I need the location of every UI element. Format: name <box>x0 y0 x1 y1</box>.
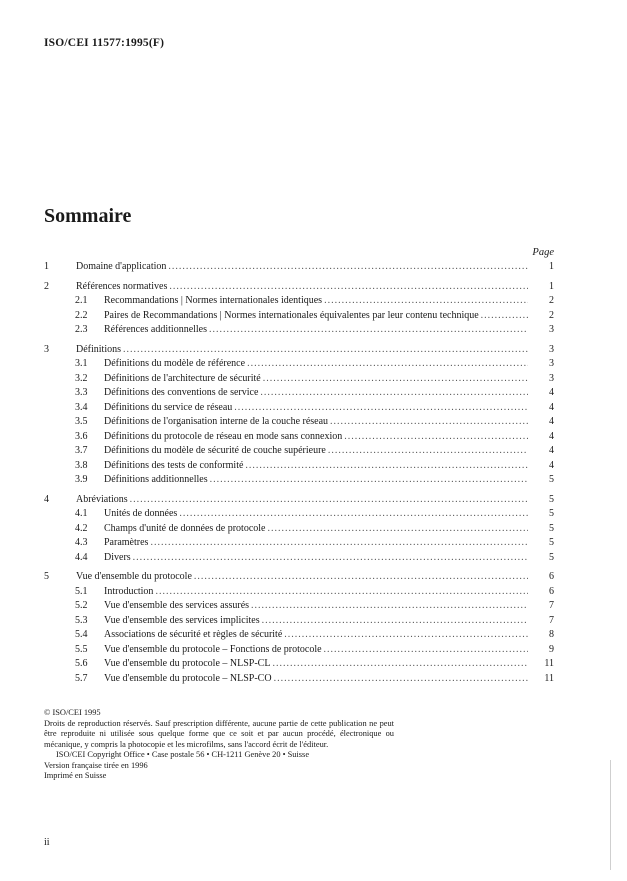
toc-dot-leader <box>133 551 528 566</box>
toc-entry-number: 5.1 <box>75 585 88 597</box>
toc-entry-body <box>104 459 554 474</box>
toc-entry-body <box>104 585 554 600</box>
printed-note: Imprimé en Suisse <box>44 771 107 780</box>
toc-entry-number: 5.7 <box>75 672 88 684</box>
table-of-contents <box>44 260 554 686</box>
copyright-block <box>44 708 394 782</box>
toc-entry-number: 5.5 <box>75 643 88 655</box>
toc-entry-number: 5.2 <box>75 600 88 611</box>
toc-entry-body <box>104 643 554 658</box>
toc-entry-body <box>104 657 554 672</box>
toc-entry-page: 4 <box>549 416 554 427</box>
toc-entry-page: 5 <box>549 508 554 519</box>
toc-entry-body <box>104 372 554 387</box>
toc-subsection-entry[interactable] <box>44 585 554 600</box>
toc-entry-body <box>104 628 554 643</box>
toc-entry-number: 3.7 <box>75 445 88 456</box>
toc-subsection-entry[interactable] <box>44 628 554 643</box>
toc-entry-title: Recommandations | Normes internationales identiques <box>104 295 323 306</box>
toc-dot-leader <box>284 628 528 643</box>
toc-dot-leader <box>234 401 528 416</box>
toc-dot-leader <box>123 343 528 358</box>
toc-entry-title: Vue d'ensemble du protocole – NLSP-CL <box>104 658 271 669</box>
toc-entry-page: 4 <box>549 445 554 456</box>
toc-entry-page: 8 <box>549 629 554 640</box>
toc-entry-title: Définitions du modèle de sécurité de couche supérieure <box>104 445 326 456</box>
toc-entry-body <box>104 536 554 551</box>
toc-entry-page: 5 <box>549 551 554 563</box>
toc-subsection-entry[interactable] <box>44 372 554 387</box>
toc-entry-body <box>104 309 554 324</box>
toc-entry-title: Définitions des conventions de service <box>104 387 259 398</box>
toc-dot-leader <box>210 473 528 488</box>
toc-entry-page: 1 <box>549 280 554 292</box>
toc-entry-body <box>104 614 554 629</box>
toc-entry-title: Définitions du protocole de réseau en mode sans connexion <box>104 430 343 442</box>
toc-dot-leader <box>260 386 528 401</box>
toc-entry-number: 4.2 <box>75 522 88 534</box>
toc-entry-body <box>104 551 554 566</box>
toc-entry-title: Définitions du modèle de référence <box>104 358 246 369</box>
document-id: ISO/CEI 11577:1995(F) <box>44 37 165 49</box>
toc-entry-title: Définitions <box>76 343 121 355</box>
toc-entry-page: 5 <box>549 474 554 485</box>
toc-entry-number: 1 <box>44 261 49 272</box>
copyright-office: ISO/CEI Copyright Office • Case postale 56 • CH-1211 Genève 20 • Suisse <box>56 750 310 759</box>
toc-dot-leader <box>328 444 528 459</box>
toc-entry-number: 5.4 <box>75 629 88 640</box>
toc-subsection-entry[interactable] <box>44 643 554 658</box>
toc-entry-number: 2.3 <box>75 324 88 335</box>
copyright-line: © ISO/CEI 1995 <box>44 708 101 717</box>
toc-entry-page: 4 <box>549 459 554 471</box>
toc-entry-number: 2.1 <box>75 295 88 306</box>
toc-entry-number: 4.1 <box>75 508 88 519</box>
page-number: ii <box>44 837 50 848</box>
toc-entry-number: 3.3 <box>75 387 88 398</box>
toc-entry-body <box>104 672 554 687</box>
toc-entry-number: 3.8 <box>75 459 88 471</box>
toc-entry-page: 1 <box>549 261 554 272</box>
toc-subsection-entry[interactable] <box>44 415 554 430</box>
toc-entry-page: 6 <box>549 585 554 597</box>
toc-entry-page: 7 <box>549 600 554 611</box>
toc-entry-body <box>104 444 554 459</box>
toc-entry-page: 2 <box>549 295 554 306</box>
toc-entry-number: 4.4 <box>75 551 88 563</box>
toc-entry-page: 4 <box>549 401 554 413</box>
toc-entry-page: 11 <box>544 672 554 684</box>
toc-subsection-entry[interactable] <box>44 459 554 474</box>
toc-section-entry[interactable] <box>44 493 554 508</box>
toc-entry-number: 2 <box>44 280 49 292</box>
toc-entry-body <box>76 343 554 358</box>
toc-subsection-entry[interactable] <box>44 473 554 488</box>
toc-dot-leader <box>324 294 528 309</box>
page-title: Sommaire <box>44 205 132 227</box>
toc-section-entry[interactable] <box>44 343 554 358</box>
toc-dot-leader <box>330 415 528 430</box>
toc-section-entry[interactable] <box>44 570 554 585</box>
toc-entry-title: Paires de Recommandations | Normes internationales équivalentes par leur contenu technique <box>104 309 479 321</box>
rights-notice: Droits de reproduction réservés. Sauf prescription différente, aucune partie de cette publication ne peut être reproduite ni utilisée sous quelque forme que ce soit et par aucun procédé, électronique ou mécanique, y compris la photocopie et les microfilms, sans l'accord écrit de l'éditeur. <box>44 718 394 749</box>
toc-dot-leader <box>272 657 528 672</box>
version-note: Version française tirée en 1996 <box>44 760 148 770</box>
toc-entry-page: 3 <box>549 372 554 384</box>
toc-entry-page: 11 <box>544 658 554 669</box>
toc-entry-page: 3 <box>549 324 554 335</box>
toc-entry-number: 3.6 <box>75 430 88 442</box>
toc-entry-body <box>104 507 554 522</box>
toc-entry-body <box>76 493 554 508</box>
toc-entry-number: 3.9 <box>75 474 88 485</box>
toc-entry-page: 4 <box>549 387 554 398</box>
toc-entry-title: Unités de données <box>104 508 178 519</box>
toc-entry-page: 5 <box>549 493 554 505</box>
toc-subsection-entry[interactable] <box>44 386 554 401</box>
toc-entry-body <box>76 280 554 295</box>
toc-entry-title: Définitions des tests de conformité <box>104 459 244 471</box>
toc-subsection-entry[interactable] <box>44 507 554 522</box>
toc-dot-leader <box>267 522 528 537</box>
toc-dot-leader <box>251 599 528 614</box>
toc-entry-body <box>104 294 554 309</box>
toc-subsection-entry[interactable] <box>44 294 554 309</box>
toc-entry-page: 3 <box>549 343 554 355</box>
toc-entry-number: 4 <box>44 493 49 505</box>
toc-dot-leader <box>344 430 528 445</box>
toc-entry-page: 2 <box>549 309 554 321</box>
toc-subsection-entry[interactable] <box>44 599 554 614</box>
toc-entry-title: Définitions de l'architecture de sécurité <box>104 372 261 384</box>
toc-dot-leader <box>194 570 528 585</box>
toc-entry-page: 9 <box>549 643 554 655</box>
toc-entry-number: 3 <box>44 343 49 355</box>
toc-entry-page: 7 <box>549 614 554 626</box>
toc-entry-number: 3.2 <box>75 372 88 384</box>
toc-subsection-entry[interactable] <box>44 672 554 687</box>
toc-entry-page: 5 <box>549 522 554 534</box>
toc-entry-number: 5.6 <box>75 658 88 669</box>
toc-dot-leader <box>274 672 528 687</box>
toc-entry-title: Vue d'ensemble des services implicites <box>104 614 260 626</box>
toc-dot-leader <box>168 260 528 275</box>
toc-entry-title: Paramètres <box>104 537 149 548</box>
toc-entry-title: Vue d'ensemble du protocole – NLSP-CO <box>104 672 272 684</box>
scan-edge-line <box>610 760 611 870</box>
toc-dot-leader <box>150 536 528 551</box>
toc-subsection-entry[interactable] <box>44 444 554 459</box>
toc-entry-title: Définitions du service de réseau <box>104 401 233 413</box>
toc-dot-leader <box>262 614 528 629</box>
toc-entry-body <box>104 415 554 430</box>
toc-entry-title: Références normatives <box>76 280 168 292</box>
toc-entry-number: 3.1 <box>75 358 88 369</box>
toc-entry-title: Champs d'unité de données de protocole <box>104 522 266 534</box>
toc-dot-leader <box>155 585 528 600</box>
toc-subsection-entry[interactable] <box>44 614 554 629</box>
toc-entry-body <box>104 522 554 537</box>
toc-entry-page: 6 <box>549 571 554 582</box>
toc-entry-page: 3 <box>549 358 554 369</box>
toc-entry-number: 2.2 <box>75 309 88 321</box>
toc-subsection-entry[interactable] <box>44 536 554 551</box>
toc-entry-title: Définitions de l'organisation interne de la couche réseau <box>104 416 329 427</box>
toc-entry-title: Vue d'ensemble du protocole – Fonctions de protocole <box>104 643 322 655</box>
toc-entry-body <box>76 260 554 275</box>
toc-entry-number: 4.3 <box>75 537 88 548</box>
toc-subsection-entry[interactable] <box>44 657 554 672</box>
toc-entry-title: Domaine d'application <box>76 261 167 272</box>
toc-dot-leader <box>247 357 528 372</box>
toc-dot-leader <box>324 643 528 658</box>
toc-section-entry[interactable] <box>44 280 554 295</box>
toc-subsection-entry[interactable] <box>44 323 554 338</box>
toc-subsection-entry[interactable] <box>44 401 554 416</box>
toc-entry-body <box>104 473 554 488</box>
toc-entry-number: 3.5 <box>75 416 88 427</box>
toc-entry-title: Vue d'ensemble des services assurés <box>104 600 250 611</box>
toc-entry-body <box>104 386 554 401</box>
toc-subsection-entry[interactable] <box>44 522 554 537</box>
toc-dot-leader <box>209 323 528 338</box>
toc-dot-leader <box>169 280 528 295</box>
toc-entry-body <box>104 430 554 445</box>
page-column-label: Page <box>532 247 554 258</box>
toc-entry-body <box>104 357 554 372</box>
toc-entry-title: Abréviations <box>76 493 128 505</box>
toc-entry-body <box>104 323 554 338</box>
toc-subsection-entry[interactable] <box>44 430 554 445</box>
toc-entry-page: 5 <box>549 537 554 548</box>
toc-subsection-entry[interactable] <box>44 551 554 566</box>
toc-entry-title: Divers <box>104 551 131 563</box>
toc-dot-leader <box>130 493 528 508</box>
toc-entry-page: 4 <box>549 430 554 442</box>
toc-entry-title: Références additionnelles <box>104 324 208 335</box>
toc-dot-leader <box>481 309 528 324</box>
toc-entry-number: 5 <box>44 571 49 582</box>
toc-subsection-entry[interactable] <box>44 357 554 372</box>
toc-entry-body <box>76 570 554 585</box>
toc-subsection-entry[interactable] <box>44 309 554 324</box>
toc-entry-body <box>104 599 554 614</box>
toc-dot-leader <box>245 459 528 474</box>
toc-entry-title: Associations de sécurité et règles de sécurité <box>104 629 283 640</box>
toc-dot-leader <box>263 372 528 387</box>
toc-entry-number: 5.3 <box>75 614 88 626</box>
toc-dot-leader <box>179 507 528 522</box>
toc-entry-title: Définitions additionnelles <box>104 474 208 485</box>
toc-entry-title: Vue d'ensemble du protocole <box>76 571 192 582</box>
toc-entry-title: Introduction <box>104 585 154 597</box>
toc-entry-body <box>104 401 554 416</box>
toc-section-entry[interactable] <box>44 260 554 275</box>
toc-entry-number: 3.4 <box>75 401 88 413</box>
